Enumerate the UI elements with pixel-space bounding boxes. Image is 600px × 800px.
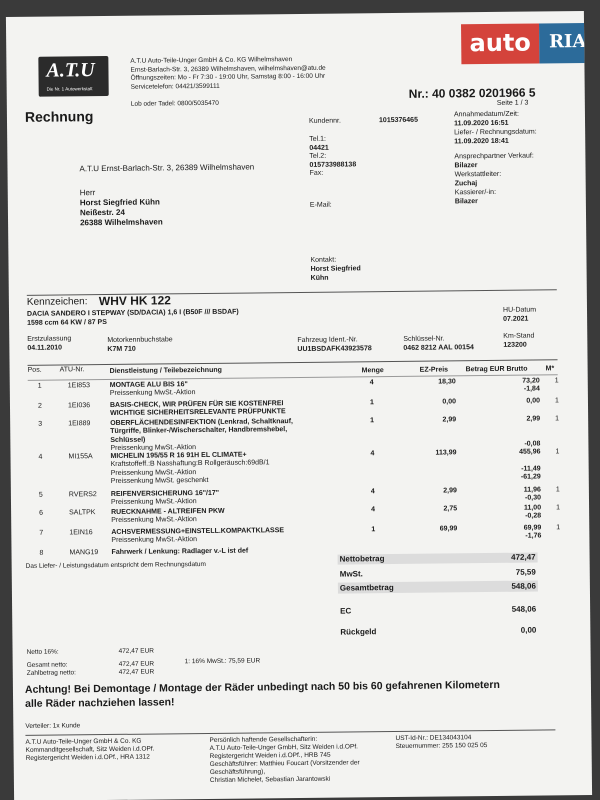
watermark-auto: auto [461, 23, 539, 64]
item-vat-code: 1 [556, 504, 561, 512]
footer-line: Kommanditgesellschaft, Sitz Weiden i.d.OPf. [25, 745, 155, 754]
item-unit-price: 2,99 [442, 416, 457, 424]
item-pos: 3 [38, 420, 43, 428]
key-no [403, 334, 474, 353]
customer-no: 1015376465 [378, 116, 418, 125]
item-description: MICHELIN 195/55 R 16 91H EL CLIMATE+ [110, 451, 247, 460]
company-line: A.T.U Auto-Teile-Unger GmbH & Co. KG Wilhelmshaven [130, 56, 293, 65]
info-value: Bilazer [454, 198, 478, 206]
info-value: Bilazer [454, 162, 478, 170]
footer-col2 [209, 735, 359, 785]
item-description: Preissenkung MwSt.-Aktion [110, 443, 197, 452]
total-value: 75,59 [515, 567, 536, 577]
item-atu-no: RVERS2 [68, 491, 97, 499]
total-value: 548,06 [511, 581, 536, 591]
engine-code-value: K7M 710 [107, 345, 136, 354]
contact-phones [309, 135, 356, 178]
item-description: Preissenkung MwSt.-Aktion [109, 389, 196, 398]
item-qty: 4 [369, 379, 374, 387]
first-reg-label: Erstzulassung [27, 335, 72, 343]
item-vat-code: 1 [555, 415, 560, 423]
item-atu-no: 1EI036 [67, 402, 91, 410]
item-description: Fahrwerk / Lenkung: Radlager v.-L ist def [111, 547, 249, 556]
engine-code-label: Motorkennbuchstabe [107, 336, 173, 345]
item-description: MONTAGE ALU BIS 16" [109, 381, 188, 389]
item-pos: 5 [38, 491, 43, 499]
km-stand [503, 332, 534, 350]
th-qty: Menge [361, 367, 384, 375]
item-total [486, 424, 540, 425]
hu-value: 07.2021 [503, 315, 529, 323]
item-pos: 2 [37, 402, 42, 410]
th-pos: Pos. [27, 366, 42, 374]
item-pos: 1 [37, 382, 42, 390]
verteiler: Verteiler: 1x Kunde [25, 722, 81, 730]
item-description: BASIS-CHECK, WIR PRÜFEN FÜR SIE KOSTENFREI [109, 400, 284, 409]
key-value: 0462 8212 AAL 00154 [403, 344, 474, 352]
company-line: Ernst-Barlach-Str. 3, 26389 Wilhelmshaven, wilhelmshaven@atu.de [130, 64, 326, 74]
watermark-ria: RIA [539, 23, 592, 64]
item-unit-price: 69,99 [439, 525, 458, 533]
item-description: Preissenkung MwSt.-Aktion [110, 468, 197, 477]
plate-label: Kennzeichen: [26, 296, 88, 308]
total-label: MwSt. [339, 569, 363, 579]
total-value: 548,06 [511, 604, 537, 614]
vehicle-engine: 1598 ccm 64 KW / 87 PS [27, 319, 107, 327]
footer-line: Geschäftsführer: Matthieu Foucart (Vorsitzender der [209, 759, 360, 768]
item-atu-no: SALTPK [69, 509, 96, 517]
logo-subtitle: Die Nr. 1 Autowerkstatt [46, 86, 93, 92]
item-total: 69,99 [523, 524, 542, 532]
netto-value: 472,47 EUR [118, 647, 155, 655]
company-header [130, 56, 326, 92]
item-total: 2,99 [526, 415, 541, 423]
doc-title: Rechnung [24, 108, 94, 125]
netto-label: Netto 16%: [26, 648, 59, 656]
footer-line: Registergericht Weiden i.d.OPf., HRB 745 [209, 751, 331, 760]
item-atu-no: 1EI889 [68, 420, 91, 428]
item-total: -0,30 [524, 494, 542, 502]
item-total [487, 457, 541, 458]
autoria-watermark [461, 23, 592, 66]
total-label: Gesamtbetrag [339, 583, 394, 593]
right-info-block [454, 109, 538, 206]
contact-name: Horst Siegfried [310, 265, 361, 273]
recipient-line: Herr [79, 188, 96, 198]
table-header-rule [28, 374, 558, 381]
item-qty: 1 [370, 417, 375, 425]
total-label: EC [340, 606, 352, 616]
item-atu-no: MI155A [68, 453, 93, 461]
item-description: Preissenkung MwSt. geschenkt [110, 476, 209, 485]
invoice-document [6, 11, 592, 800]
item-unit-price: 18,30 [438, 378, 456, 386]
item-vat-code: 1 [556, 524, 561, 532]
item-description: Preissenkung MwSt.-Aktion [110, 498, 197, 507]
km-label: Km-Stand [503, 332, 535, 340]
vin-label: Fahrzeug Ident.-Nr. [297, 336, 358, 345]
footer-line: Registergericht Weiden i.d.OPf., HRA 1312 [25, 753, 150, 762]
item-pos: 4 [38, 453, 43, 461]
fax-label: Fax: [309, 169, 324, 177]
th-desc: Dienstleistung / Teilebezeichnung [109, 366, 222, 375]
info-value: 11.09.2020 16:51 [454, 119, 509, 128]
item-atu-no: 1EIN16 [69, 529, 93, 537]
contact-label: Kontakt: [310, 256, 337, 264]
item-unit-price: 2,75 [443, 505, 458, 513]
vat-text: 1: 16% MwSt.: 75,59 EUR [184, 657, 261, 666]
first-reg [27, 334, 71, 352]
footer-line: A.T.U Auto-Teile-Unger GmbH, Sitz Weiden i.d.OPf. [209, 743, 358, 752]
item-vat-code: 1 [554, 397, 559, 405]
item-atu-no: MANG19 [69, 549, 99, 557]
warning-text [25, 678, 500, 711]
customer-no-label: Kundennr. [308, 117, 341, 125]
item-description: RUECKNAHME - ALTREIFEN PKW [111, 507, 225, 516]
recipient-line: 26388 Wilhelmshaven [80, 217, 163, 228]
item-description: Türgriffe, Blinker-/Wischerschalter, Handbremshebel, [110, 426, 288, 436]
tel2-label: Tel.2: [309, 152, 327, 160]
th-total: Betrag EUR Brutto [465, 365, 528, 374]
item-description: Preissenkung MwSt.-Aktion [111, 516, 197, 525]
item-qty: 4 [370, 450, 375, 458]
item-total: -1,84 [523, 385, 540, 393]
footer-line: A.T.U Auto-Teile-Unger GmbH & Co. KG [25, 737, 142, 746]
item-unit-price: 113,99 [435, 449, 457, 457]
footer-line: Christian Michelet, Sebastian Jarantowski [209, 775, 331, 784]
item-description: REIFENVERSICHERUNG 16"/17" [110, 489, 220, 498]
item-total: -11,49 [521, 465, 541, 473]
vin-value: UU1BSDAFK43923578 [297, 345, 372, 354]
logo-text: A.T.U [46, 59, 95, 82]
item-total: -0,08 [524, 440, 541, 448]
contact-block [310, 255, 360, 283]
company-line: Servicetelefon: 04421/3599111 [130, 82, 220, 91]
info-value: 11.09.2020 18:41 [454, 137, 509, 146]
recipient-address [80, 187, 163, 228]
item-unit-price: 0,00 [442, 398, 457, 406]
item-pos: 6 [39, 509, 44, 517]
zahl-label: Zahlbetrag netto: [26, 669, 76, 677]
footer-line: Persönlich haftende Gesellschafterin: [209, 735, 318, 744]
recipient-line: Horst Siegfried Kühn [79, 197, 160, 208]
tel1-value: 04421 [309, 144, 329, 152]
item-qty: 1 [369, 399, 374, 407]
atu-logo [38, 56, 108, 97]
table-top-rule [28, 359, 558, 366]
item-total: 0,00 [526, 397, 540, 405]
th-atu: ATU-Nr. [59, 366, 85, 374]
total-label: Nettobetrag [339, 554, 385, 564]
item-description: WICHTIGE SICHERHEITSRELEVANTE PRÜFPUNKTE [110, 408, 286, 418]
contact-name: Kühn [310, 274, 329, 282]
company-line: Öffnungszeiten: Mo - Fr 7:30 - 19:00 Uhr, Samstag 8:00 - 16:00 Uhr [130, 72, 326, 82]
item-pos: 7 [39, 529, 44, 537]
first-reg-value: 04.11.2010 [27, 344, 63, 352]
tel2-value: 015733988138 [309, 160, 357, 169]
info-label: Annahmedatum/Zeit: [453, 110, 519, 119]
recipient-line: Neißestr. 24 [79, 207, 125, 218]
item-total: 455,96 [519, 448, 541, 456]
feedback-line: Lob oder Tadel: 0800/5035470 [130, 99, 219, 108]
item-qty: 1 [371, 526, 376, 534]
invoice-number: Nr.: 40 0382 0201966 5 [408, 85, 536, 101]
item-qty: 4 [371, 506, 376, 514]
th-price: EZ-Preis [419, 366, 449, 374]
item-vat-code: 1 [555, 448, 560, 456]
info-label: Liefer- / Rechnungsdatum: [454, 128, 537, 137]
item-pos: 8 [39, 549, 44, 557]
info-label: Kassierer/-in: [454, 188, 497, 197]
item-total: 73,20 [522, 377, 540, 385]
hu-date [503, 306, 536, 324]
key-label: Schlüssel-Nr. [403, 335, 445, 343]
info-value: Zuchaj [454, 180, 478, 188]
total-value: 472,47 [511, 552, 536, 562]
plate-number: WHV HK 122 [98, 293, 171, 309]
item-atu-no: 1EI853 [67, 382, 90, 390]
item-description: OBERFLÄCHENDESINFEKTION (Lenkrad, Schaltknauf, [110, 418, 293, 427]
gesamt-netto-value: 472,47 EUR [118, 660, 155, 668]
footer-line: Geschäftsführung), [209, 768, 266, 776]
info-label: Ansprechpartner Verkauf: [454, 152, 534, 161]
item-description: Preissenkung MwSt.-Aktion [111, 536, 198, 545]
footer-col3 [395, 734, 487, 751]
sender-line: A.T.U Ernst-Barlach-Str. 3, 26389 Wilhelmshaven [79, 162, 255, 174]
vin [297, 335, 372, 354]
item-total: -0,28 [525, 512, 542, 520]
info-label: Werkstattleiter: [454, 170, 502, 179]
engine-code [107, 335, 173, 354]
item-description: Schlüssel) [110, 436, 146, 444]
item-total: 11,00 [523, 504, 542, 512]
footer-line: UST-Id-Nr.: DE134043104 [395, 734, 472, 743]
item-vat-code: 1 [554, 377, 559, 385]
th-vat: M* [545, 365, 555, 373]
item-total: -61,29 [520, 473, 541, 481]
warning-line: Achtung! Bei Demontage / Montage der Räder unbedingt nach 50 bis 60 gefahrenen Kilometern [24, 678, 500, 696]
item-total: 11,96 [523, 486, 541, 494]
hu-label: HU-Datum [502, 306, 537, 314]
item-qty: 4 [370, 488, 375, 496]
total-label: Rückgeld [340, 627, 377, 637]
item-description: ACHSVERMESSUNG+EINSTELL.KOMPAKTKLASSE [111, 527, 285, 536]
page-info: Seite 1 / 3 [496, 99, 529, 107]
km-value: 123200 [503, 341, 527, 349]
warning-line: alle Räder nachziehen lassen! [25, 696, 175, 710]
zahl-value: 472,47 EUR [118, 668, 155, 676]
total-value: 0,00 [520, 625, 537, 635]
gesamt-netto-label: Gesamt netto: [26, 661, 68, 669]
item-description: Kraftstoffeff.:B Nasshaftung:B Rollgeräusch:69dB/1 [110, 459, 270, 469]
delivery-note: Das Liefer- / Leistungsdatum entspricht dem Rechnungsdatum [25, 560, 206, 570]
footer-line: Steuernummer: 255 150 025 05 [395, 742, 488, 751]
email-label: E-Mail: [309, 201, 332, 209]
tel1-label: Tel.1: [309, 135, 326, 143]
vehicle-model: DACIA SANDERO I STEPWAY (SD/DACIA) 1,6 I (B50F /// BSDAF) [26, 308, 239, 318]
item-total [486, 432, 540, 433]
item-vat-code: 1 [555, 486, 560, 494]
item-unit-price: 2,99 [443, 487, 457, 495]
item-total: -1,76 [525, 532, 542, 540]
footer-col1 [25, 738, 154, 763]
